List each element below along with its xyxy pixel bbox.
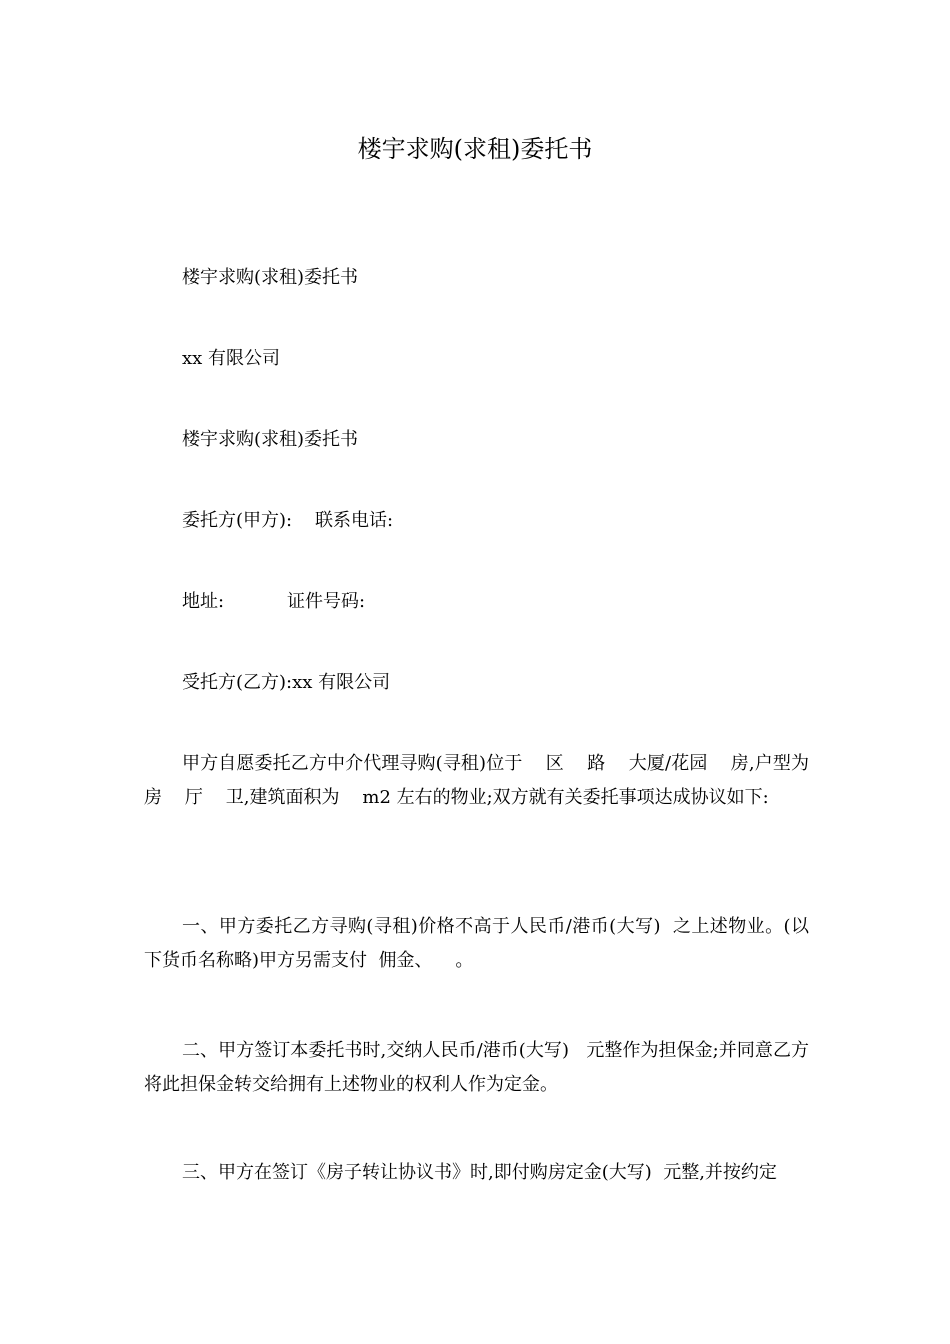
- document-title: 楼宇求购(求租)委托书: [357, 135, 593, 163]
- paragraph-clause-2: 二、甲方签订本委托书时,交纳人民币/港币(大写) 元整作为担保金;并同意乙方将此担保金转交给拥有上述物业的权利人作为定金。: [144, 1040, 809, 1095]
- paragraph-clause-3: 三、甲方在签订《房子转让协议书》时,即付购房定金(大写) 元整,并按约定: [182, 1162, 777, 1183]
- line-client-party: 委托方(甲方): 联系电话:: [182, 510, 394, 531]
- paragraph-intro: 甲方自愿委托乙方中介代理寻购(寻租)位于 区 路 大厦/花园 房,户型为 房 厅 卫,建筑面积为 m2 左右的物业;双方就有关委托事项达成协议如下:: [144, 753, 832, 808]
- paragraph-clause-1: 一、甲方委托乙方寻购(寻租)价格不高于人民币/港币(大写) 之上述物业。(以下货币名称略)甲方另需支付 佣金、 。: [144, 916, 809, 971]
- line-address: 地址: 证件号码:: [182, 591, 366, 612]
- line-agent-party: 受托方(乙方):xx 有限公司: [182, 672, 391, 693]
- line-subtitle: 楼宇求购(求租)委托书: [182, 267, 359, 288]
- line-company: xx 有限公司: [182, 348, 281, 369]
- line-subtitle-repeat: 楼宇求购(求租)委托书: [182, 429, 359, 450]
